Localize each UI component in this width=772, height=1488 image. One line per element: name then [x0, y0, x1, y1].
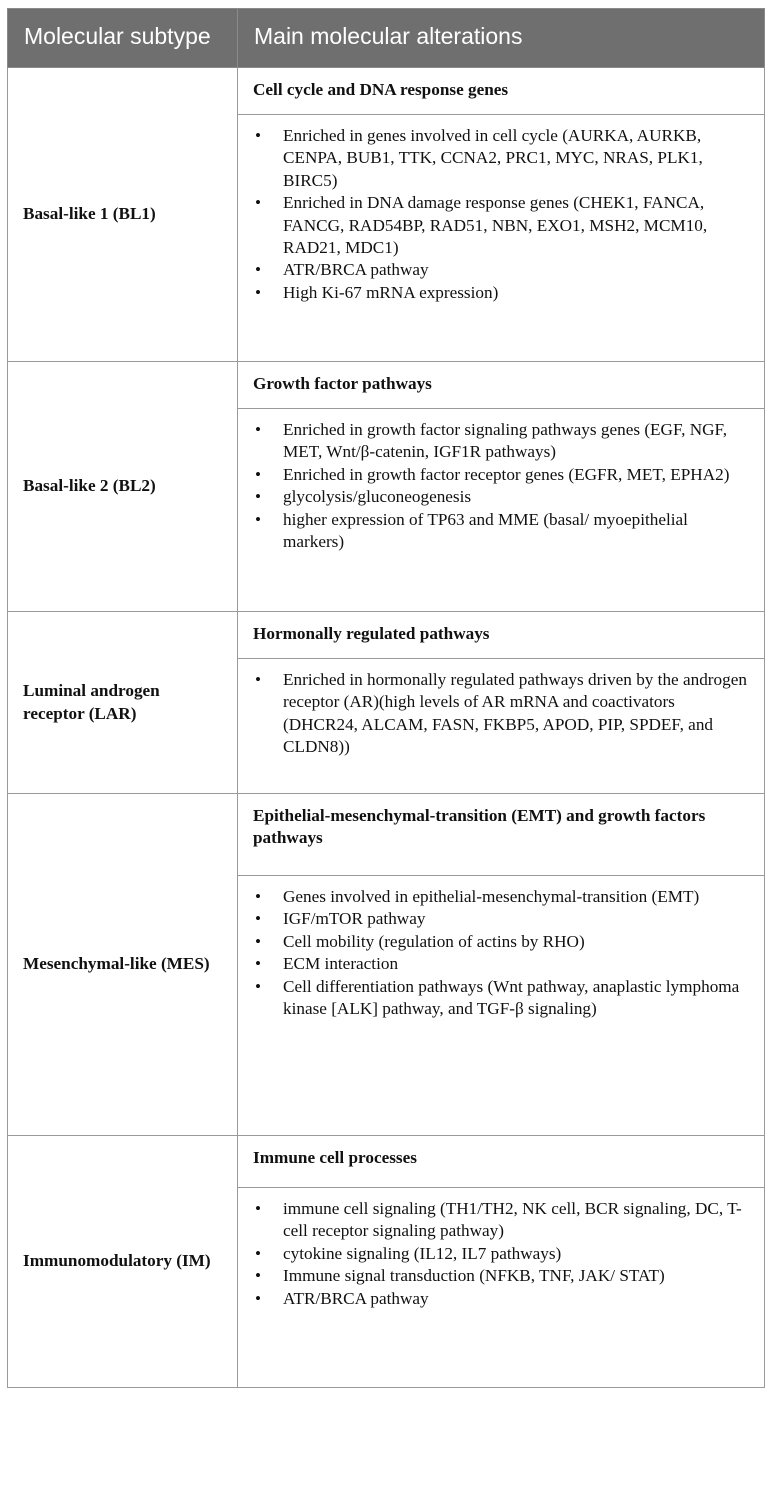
- bullet-icon: •: [255, 509, 262, 529]
- bullet-icon: •: [255, 1288, 262, 1308]
- header-molecular-subtype: Molecular subtype: [8, 9, 238, 68]
- alteration-heading: Cell cycle and DNA response genes: [238, 68, 765, 115]
- bullet-icon: •: [255, 193, 262, 213]
- bullet-icon: •: [255, 487, 262, 507]
- bullet-icon: •: [255, 1266, 262, 1286]
- list-item: • ATR/BRCA pathway: [253, 259, 752, 281]
- subtype-cell: Immunomodulatory (IM): [8, 1136, 238, 1388]
- header-row: [8, 9, 765, 68]
- bullet-icon: •: [255, 420, 262, 439]
- alteration-list: [238, 876, 765, 1136]
- list-item: • glycolysis/gluconeogenesis: [253, 486, 752, 508]
- list-item: • High Ki-67 mRNA expression): [253, 282, 752, 304]
- list-item: • Cell differentiation pathways (Wnt pathway, anaplastic lymphoma kinase [ALK] pathway, and TGF-β signaling): [255, 976, 740, 1019]
- alteration-heading: Hormonally regulated pathways: [238, 612, 765, 659]
- list-item: • ATR/BRCA pathway: [253, 1288, 752, 1310]
- alteration-list: [238, 115, 765, 362]
- header-main-alterations: Main molecular alterations: [238, 9, 765, 68]
- alteration-list: [238, 659, 765, 794]
- bullet-icon: •: [255, 670, 262, 689]
- list-item: • immune cell signaling (TH1/TH2, NK cell, BCR signaling, DC, T-cell receptor signaling pathway): [255, 1199, 742, 1241]
- bullet-icon: •: [255, 931, 262, 951]
- list-item: • Enriched in DNA damage response genes (CHEK1, FANCA, FANCG, RAD54BP, RAD51, NBN, EXO1, MSH2, MCM10, RAD21, MDC1): [255, 193, 708, 258]
- alteration-list: [238, 409, 765, 612]
- table-row: [8, 1136, 765, 1188]
- bullet-icon: •: [255, 1199, 262, 1218]
- list-item: • Cell mobility (regulation of actins by RHO): [253, 931, 752, 953]
- list-item: • Enriched in growth factor receptor genes (EGFR, MET, EPHA2): [253, 464, 752, 486]
- table-row: [8, 362, 765, 409]
- subtype-cell: Basal-like 1 (BL1): [8, 68, 238, 362]
- table-row: [8, 612, 765, 659]
- list-item: • higher expression of TP63 and MME (basal/ myoepithelial markers): [255, 509, 688, 552]
- bullet-icon: •: [255, 260, 262, 280]
- table-row: [8, 68, 765, 115]
- list-item: • Genes involved in epithelial-mesenchymal-transition (EMT): [253, 886, 752, 908]
- list-item: • Enriched in growth factor signaling pathways genes (EGF, NGF, MET, Wnt/β-catenin, IGF1R pathways): [255, 420, 728, 462]
- subtype-cell: Luminal androgen receptor (LAR): [8, 612, 238, 794]
- bullet-icon: •: [255, 464, 262, 484]
- alteration-heading: Epithelial-mesenchymal-transition (EMT) and growth factors pathways: [238, 794, 765, 876]
- list-item: • IGF/mTOR pathway: [253, 908, 752, 930]
- list-item: • Enriched in hormonally regulated pathways driven by the androgen receptor (AR)(high levels of AR mRNA and coactivators (DHCR24, ALCAM, FASN, FKBP5, APOD, PIP, SPDEF, and CLDN8)): [255, 670, 747, 757]
- subtype-cell: Mesenchymal-like (MES): [8, 794, 238, 1136]
- alteration-heading: Growth factor pathways: [238, 362, 765, 409]
- list-item: • cytokine signaling (IL12, IL7 pathways): [253, 1243, 752, 1265]
- list-item: • Enriched in genes involved in cell cycle (AURKA, AURKB, CENPA, BUB1, TTK, CCNA2, PRC1, MYC, NRAS, PLK1, BIRC5): [255, 126, 703, 190]
- bullet-icon: •: [255, 126, 262, 145]
- bullet-icon: •: [255, 909, 262, 929]
- table-row: [8, 794, 765, 876]
- alteration-list: [238, 1188, 765, 1388]
- list-item: • Immune signal transduction (NFKB, TNF, JAK/ STAT): [253, 1265, 752, 1287]
- bullet-icon: •: [255, 887, 262, 906]
- bullet-icon: •: [255, 282, 262, 302]
- bullet-icon: •: [255, 976, 262, 996]
- bullet-icon: •: [255, 1243, 262, 1263]
- alteration-heading: Immune cell processes: [238, 1136, 765, 1188]
- subtype-cell: Basal-like 2 (BL2): [8, 362, 238, 612]
- bullet-icon: •: [255, 954, 262, 974]
- list-item: • ECM interaction: [253, 953, 752, 975]
- subtype-table: [7, 8, 765, 1388]
